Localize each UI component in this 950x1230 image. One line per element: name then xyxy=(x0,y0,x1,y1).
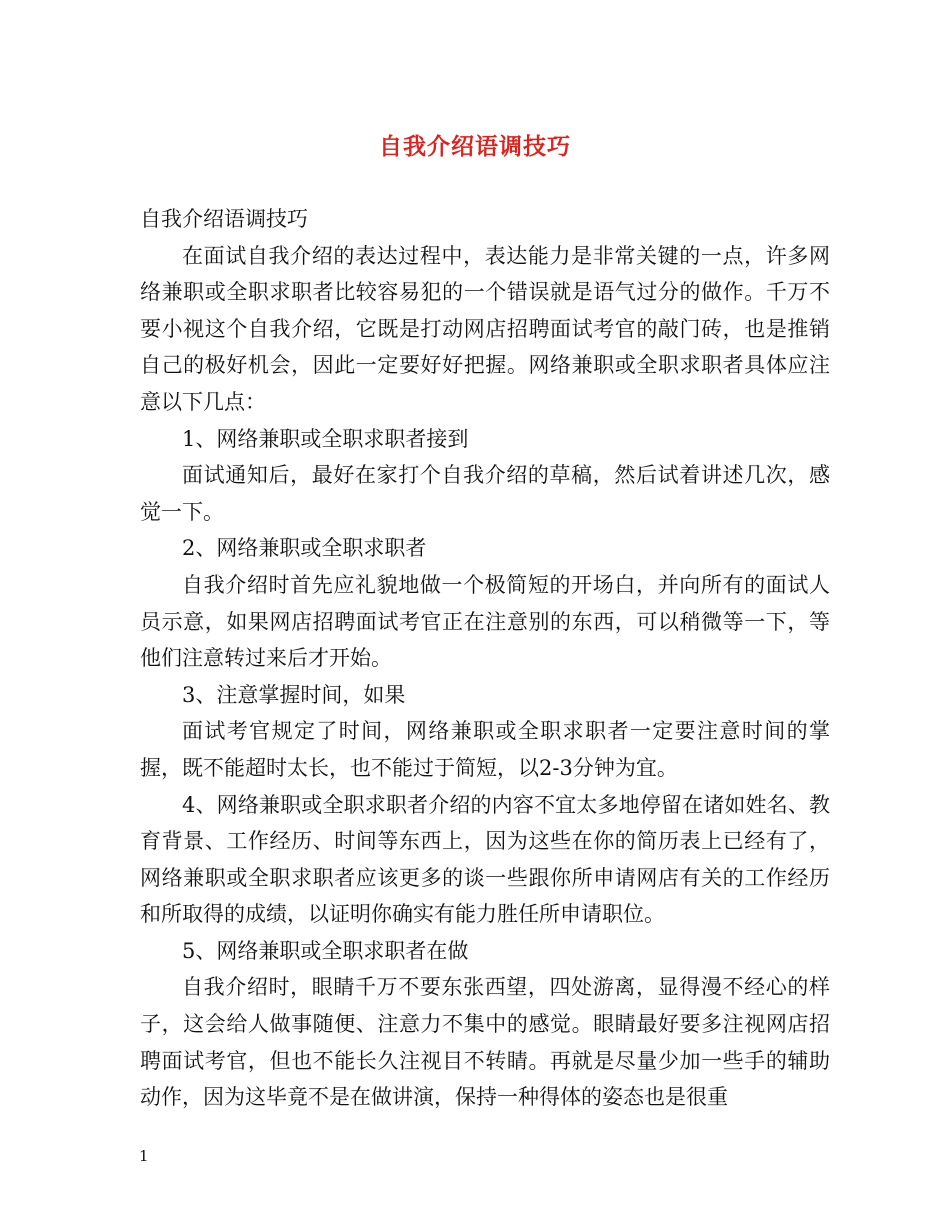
document-body xyxy=(140,201,830,1116)
list-item-3-body: 面试考官规定了时间，网络兼职或全职求职者一定要注意时间的掌握，既不能超时太长，也不能过于简短，以2-3分钟为宜。 xyxy=(140,719,830,780)
subtitle-line: 自我介绍语调技巧 xyxy=(140,207,308,231)
list-item-2-heading: 2、网络兼职或全职求职者 xyxy=(182,536,427,561)
paragraph-intro: 在面试自我介绍的表达过程中，表达能力是非常关键的一点，许多网络兼职或全职求职者比较容易犯的一个错误就是语气过分的做作。千万不要小视这个自我介绍，它既是打动网店招聘面试考官的敲门砖，也是推销自己的极好机会，因此一定要好好把握。网络兼职或全职求职者具体应注意以下几点： xyxy=(140,243,830,414)
document-title: 自我介绍语调技巧 xyxy=(379,133,571,160)
list-item-3-heading: 3、注意掌握时间，如果 xyxy=(182,682,406,707)
page-number: 1 xyxy=(139,1147,149,1165)
list-item-5-body: 自我介绍时，眼睛千万不要东张西望，四处游离，显得漫不经心的样子，这会给人做事随便、注意力不集中的感觉。眼睛最好要多注视网店招聘面试考官，但也不能长久注视目不转睛。再就是尽量少加一些手的辅助动作，因为这毕竟不是在做讲演，保持一种得体的姿态也是很重 xyxy=(140,975,830,1110)
list-item-1-body: 面试通知后，最好在家打个自我介绍的草稿，然后试着讲述几次，感觉一下。 xyxy=(140,463,830,524)
list-item-5-heading: 5、网络兼职或全职求职者在做 xyxy=(182,938,469,963)
list-item-1-heading: 1、网络兼职或全职求职者接到 xyxy=(182,426,469,451)
list-item-2-body: 自我介绍时首先应礼貌地做一个极简短的开场白，并向所有的面试人员示意，如果网店招聘面试考官正在注意别的东西，可以稍微等一下，等他们注意转过来后才开始。 xyxy=(140,572,830,671)
list-item-4: 4、网络兼职或全职求职者介绍的内容不宜太多地停留在诸如姓名、教育背景、工作经历、时间等东西上，因为这些在你的简历表上已经有了，网络兼职或全职求职者应该更多的谈一些跟你所申请网店有关的工作经历和所取得的成绩，以证明你确实有能力胜任所申请职位。 xyxy=(140,792,830,927)
